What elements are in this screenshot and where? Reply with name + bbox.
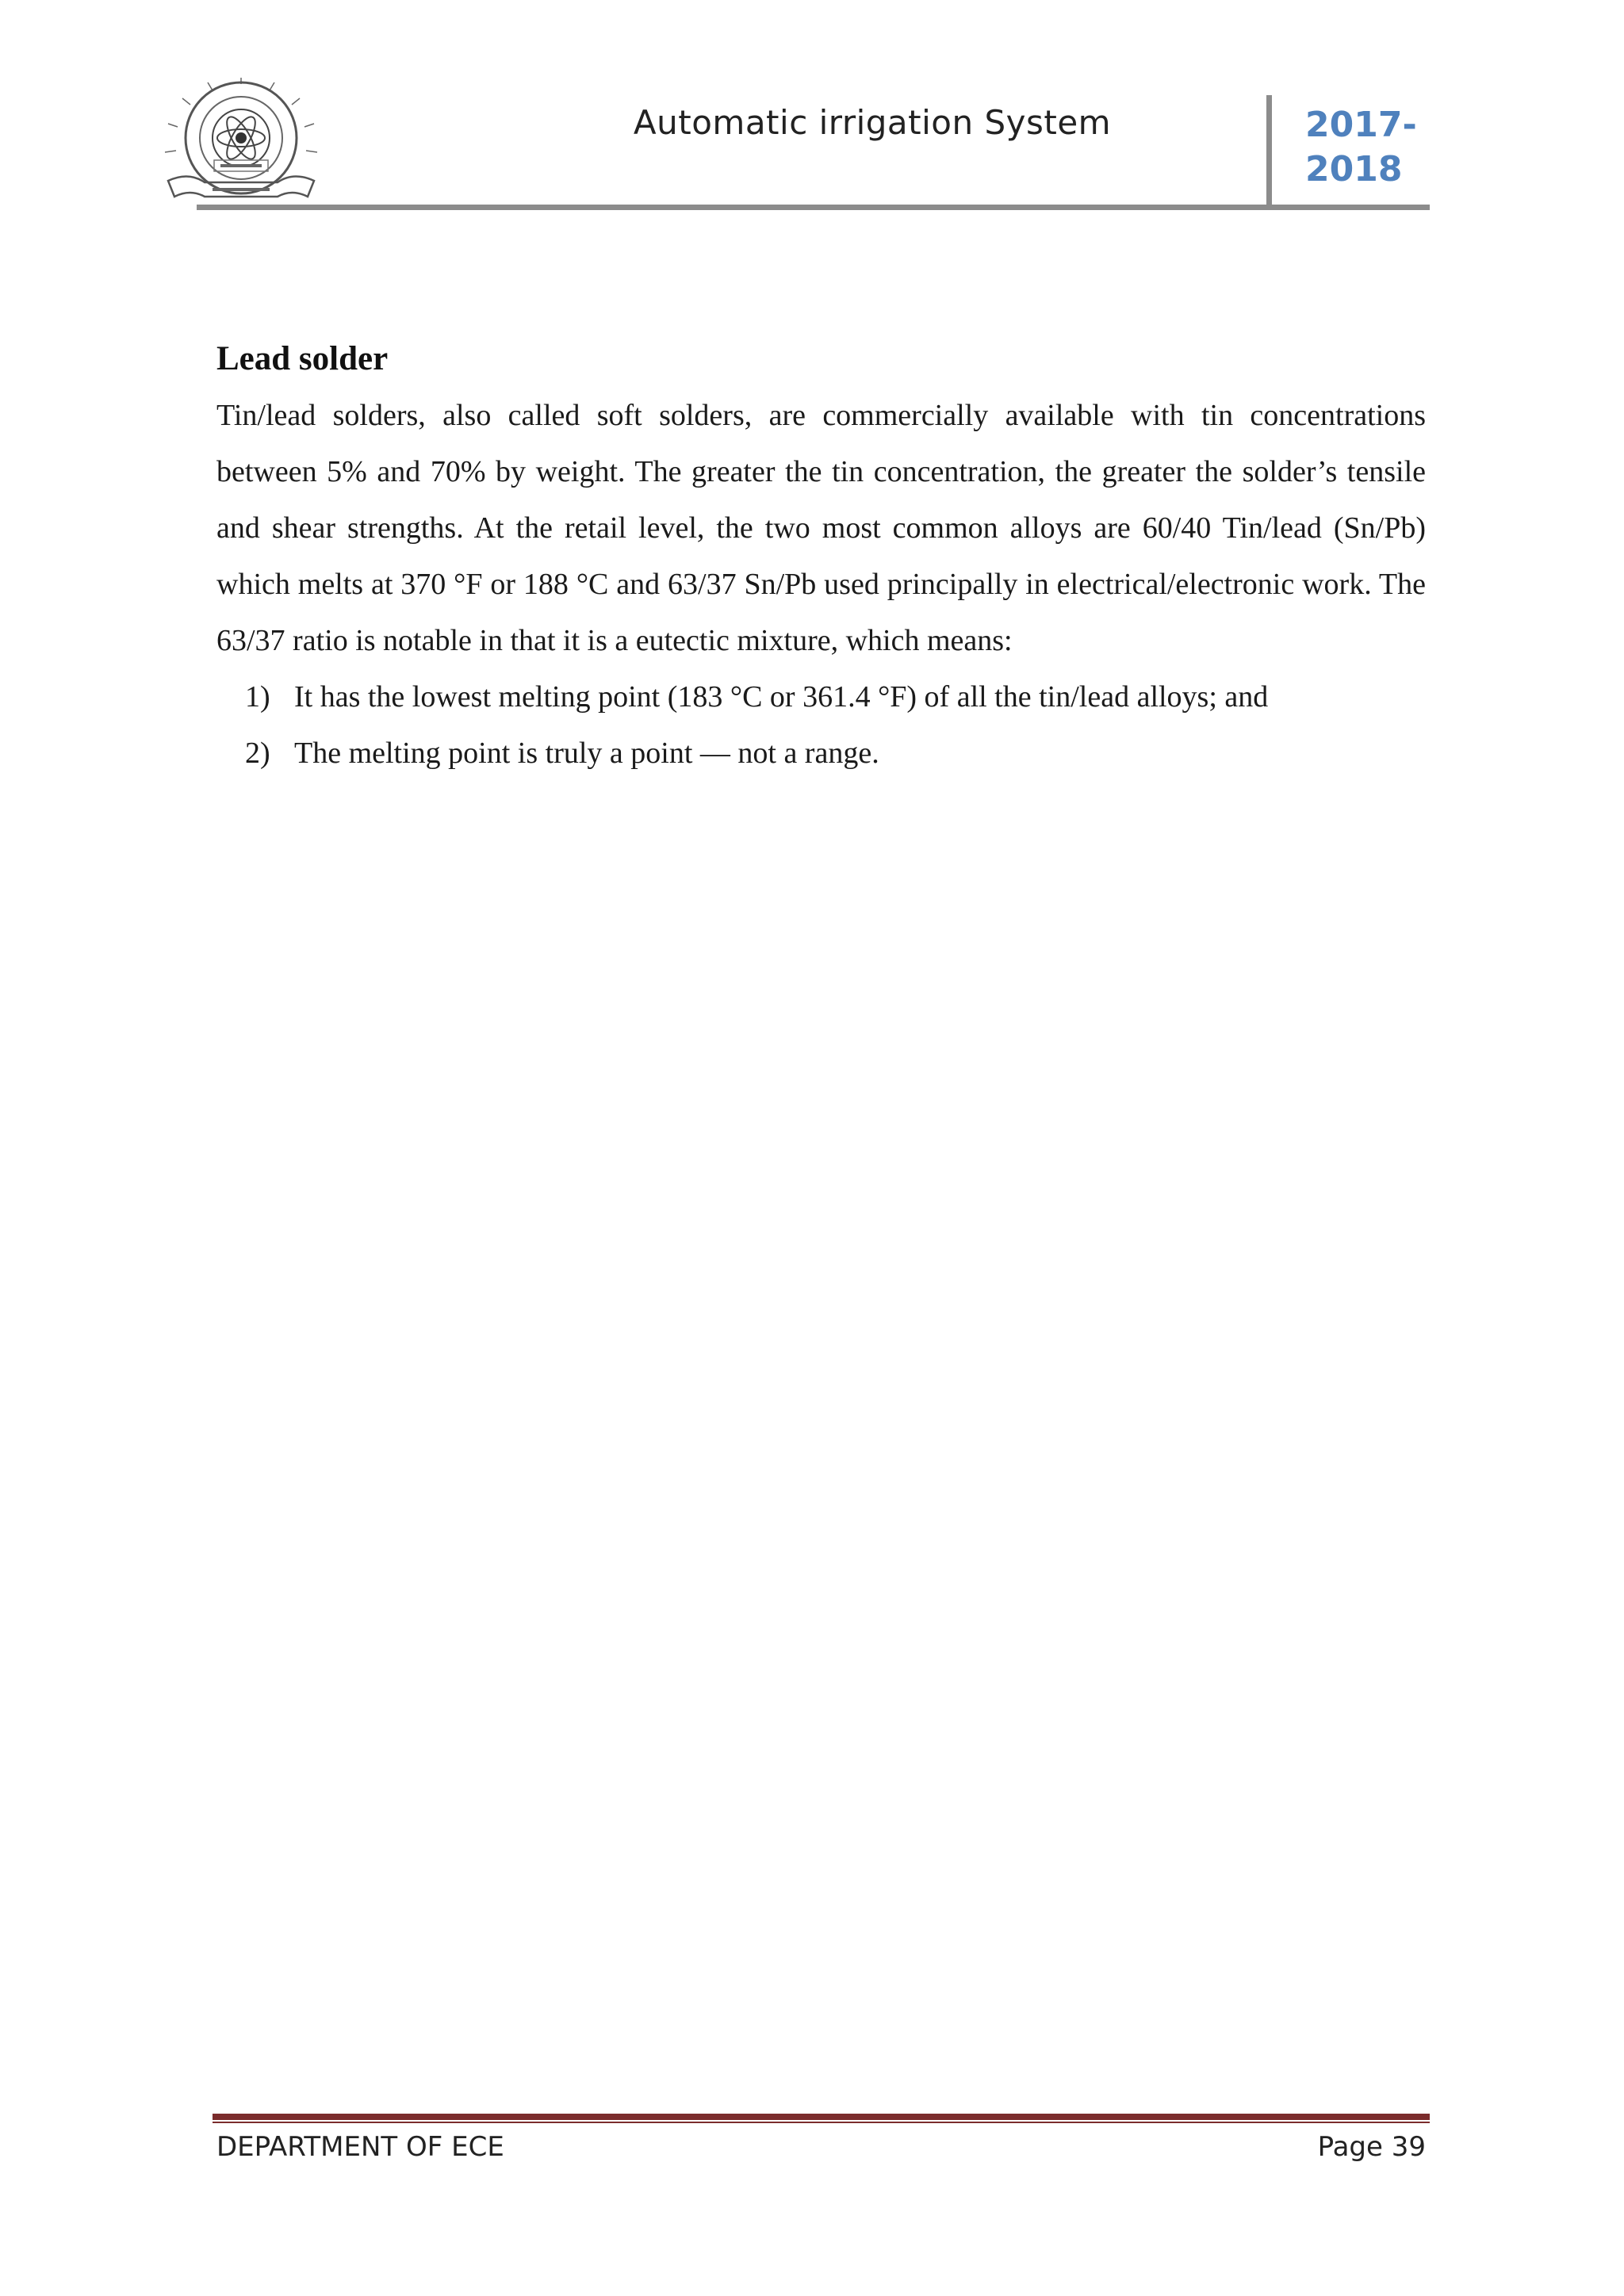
list-item-number: 2) — [245, 737, 270, 770]
emblem-icon — [157, 78, 325, 209]
page-content — [216, 339, 1426, 782]
footer-rule — [213, 2114, 1430, 2120]
section-heading: Lead solder — [216, 340, 389, 377]
list-item-text: The melting point is truly a point — not a range. — [294, 737, 879, 770]
list-item-number: 1) — [245, 680, 270, 714]
list-item-text: It has the lowest melting point (183 °C or 361.4 °F) of all the tin/lead alloys; and — [294, 680, 1269, 714]
header-year-line1: 2017- — [1305, 105, 1417, 145]
list-item — [216, 669, 1426, 725]
header-rule — [197, 205, 1430, 210]
footer-page-number: Page 39 — [1317, 2131, 1426, 2163]
numbered-list — [216, 669, 1426, 782]
college-emblem-logo — [157, 78, 325, 209]
footer-department: DEPARTMENT OF ECE — [216, 2131, 504, 2163]
body-paragraph: Tin/lead solders, also called soft solders, are commercially available with tin concentrations between 5% and 70% by weight. The greater the tin concentration, the greater the solder’s tensile and shear strengths. At the retail level, the two most common alloys are 60/40 Tin/lead (Sn/Pb) which melts at 370 °F or 188 °C and 63/37 Sn/Pb used principally in electrical/electronic work. The 63/37 ratio is notable in that it is a eutectic mixture, which means: — [216, 399, 1426, 657]
header-year — [1305, 103, 1432, 192]
header-divider — [1266, 95, 1272, 208]
header-title: Automatic irrigation System — [633, 103, 1112, 142]
header-year-line2: 2018 — [1305, 149, 1403, 189]
footer-rule-thin — [213, 2122, 1430, 2123]
list-item — [216, 725, 1426, 782]
